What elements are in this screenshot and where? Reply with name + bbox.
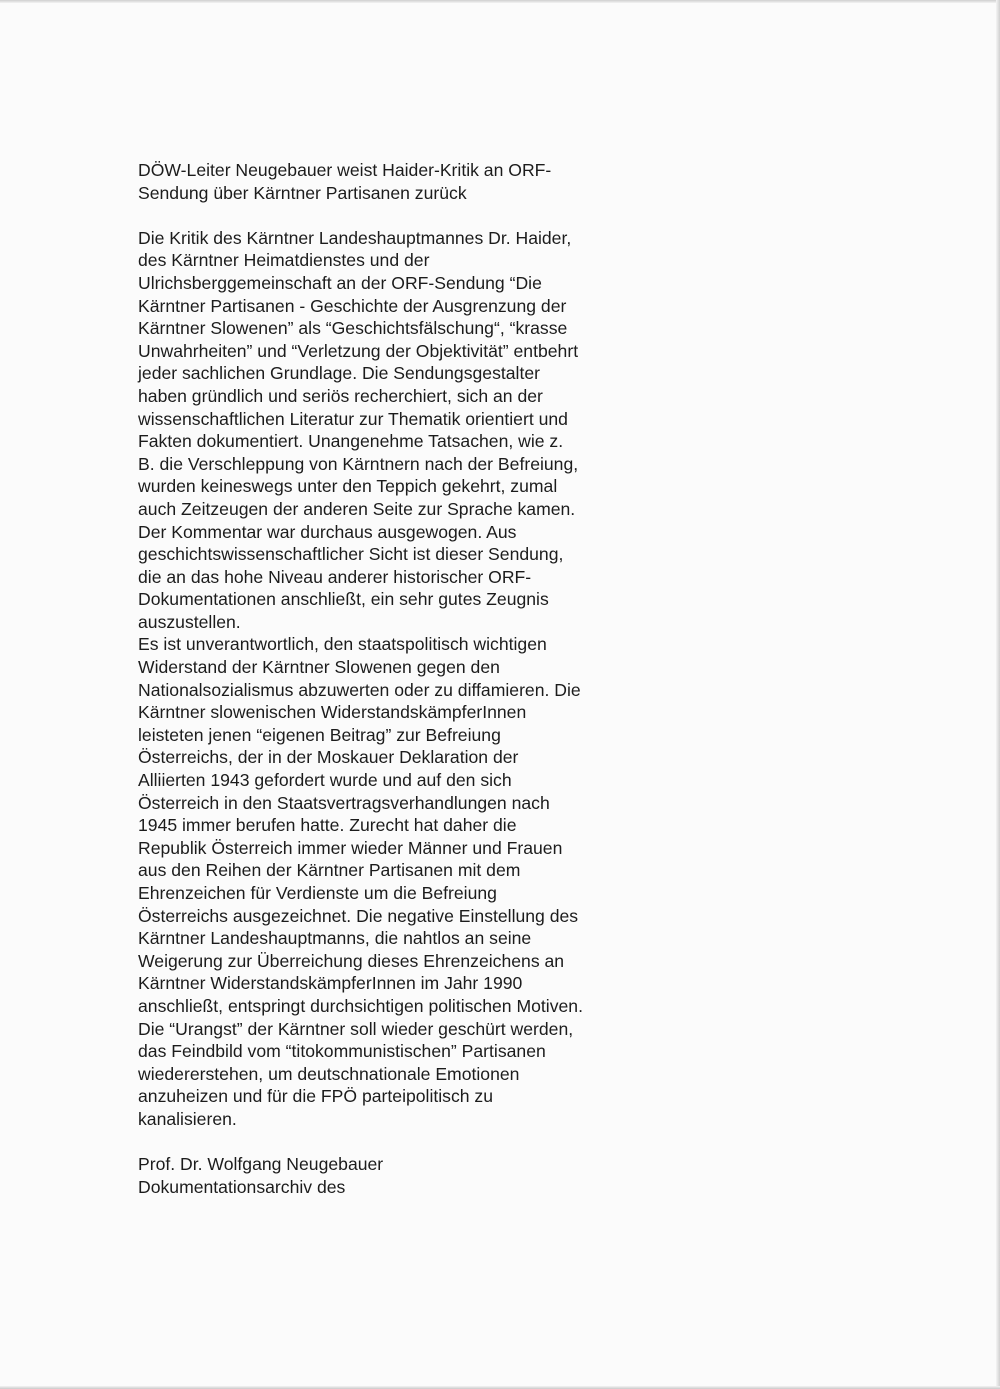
body-line: Der Kommentar war durchaus ausgewogen. Aus bbox=[138, 521, 517, 542]
scan-edge-right bbox=[996, 0, 1000, 1389]
body-line: Es ist unverantwortlich, den staatspolitisch wichtigen bbox=[138, 634, 547, 655]
body-line: Österreichs, der in der Moskauer Deklaration der bbox=[138, 747, 519, 768]
body-line: anzuheizen und für die FPÖ parteipolitisch zu bbox=[138, 1086, 494, 1107]
body-line: Kärntner slowenischen WiderstandskämpferInnen bbox=[138, 702, 527, 723]
body-line: Fakten dokumentiert. Unangenehme Tatsachen, wie z. bbox=[138, 431, 564, 452]
body-line: Österreichs ausgezeichnet. Die negative Einstellung des bbox=[138, 905, 579, 926]
body-line: Ulrichsberggemeinschaft an der ORF-Sendung “Die bbox=[138, 272, 542, 293]
body-line: wiedererstehen, um deutschnationale Emotionen bbox=[138, 1063, 520, 1084]
body-line: Republik Österreich immer wieder Männer und Frauen bbox=[138, 837, 563, 858]
body-line: Kärntner Landeshauptmanns, die nahtlos an seine bbox=[138, 928, 532, 949]
body-line: auch Zeitzeugen der anderen Seite zur Sprache kamen. bbox=[138, 498, 576, 519]
title-line: Sendung über Kärntner Partisanen zurück bbox=[138, 182, 467, 203]
title-line: DÖW-Leiter Neugebauer weist Haider-Kritik an ORF- bbox=[138, 160, 552, 180]
body-line: auszustellen. bbox=[138, 611, 241, 632]
body-line: B. die Verschleppung von Kärntnern nach der Befreiung, bbox=[138, 453, 579, 474]
body-line: wissenschaftlichen Literatur zur Thematik orientiert und bbox=[138, 408, 568, 429]
body-line: Unwahrheiten” und “Verletzung der Objektivität” entbehrt bbox=[138, 340, 579, 361]
body-line: haben gründlich und seriös recherchiert, sich an der bbox=[138, 385, 543, 406]
body-line: das Feindbild vom “titokommunistischen” Partisanen bbox=[138, 1041, 546, 1062]
body-line: des Kärntner Heimatdienstes und der bbox=[138, 250, 430, 271]
body-line: Ehrenzeichen für Verdienste um die Befreiung bbox=[138, 883, 497, 903]
signature-block bbox=[138, 1153, 658, 1198]
body-line: Alliierten 1943 gefordert wurde und auf den sich bbox=[138, 770, 512, 791]
body-line: Nationalsozialismus abzuwerten oder zu diffamieren. Die bbox=[138, 679, 581, 700]
body-line: leisteten jenen “eigenen Beitrag” zur Befreiung bbox=[138, 724, 501, 745]
body-line: Kärntner Slowenen” als “Geschichtsfälschung“, “krasse bbox=[138, 318, 568, 339]
body-line: geschichtswissenschaftlicher Sicht ist dieser Sendung, bbox=[138, 544, 564, 565]
body-line: wurden keineswegs unter den Teppich gekehrt, zumal bbox=[138, 476, 558, 497]
signature-name: Prof. Dr. Wolfgang Neugebauer bbox=[138, 1154, 384, 1175]
body-line: jeder sachlichen Grundlage. Die Sendungsgestalter bbox=[138, 363, 540, 384]
document-title bbox=[138, 159, 658, 204]
body-line: 1945 immer berufen hatte. Zurecht hat daher die bbox=[138, 815, 517, 836]
body-line: Kärntner WiderstandskämpferInnen im Jahr 1990 bbox=[138, 973, 523, 994]
body-line: aus den Reihen der Kärntner Partisanen mit dem bbox=[138, 860, 521, 881]
signature-affiliation: Dokumentationsarchiv des bbox=[138, 1176, 346, 1197]
body-line: anschließt, entspringt durchsichtigen politischen Motiven. bbox=[138, 995, 583, 1016]
document-page bbox=[138, 159, 658, 1198]
body-line: Die “Urangst” der Kärntner soll wieder geschürt werden, bbox=[138, 1018, 574, 1039]
body-line: Weigerung zur Überreichung dieses Ehrenzeichens an bbox=[138, 950, 565, 971]
body-line: Widerstand der Kärntner Slowenen gegen den bbox=[138, 657, 500, 678]
body-line: Dokumentationen anschließt, ein sehr gutes Zeugnis bbox=[138, 589, 549, 610]
body-line: kanalisieren. bbox=[138, 1108, 237, 1129]
body-line: die an das hohe Niveau anderer historischer ORF- bbox=[138, 566, 532, 587]
scan-edge-top bbox=[0, 0, 1000, 3]
body-line: Die Kritik des Kärntner Landeshauptmannes Dr. Haider, bbox=[138, 227, 572, 248]
body-line: Österreich in den Staatsvertragsverhandlungen nach bbox=[138, 792, 550, 813]
document-body bbox=[138, 227, 658, 1131]
body-line: Kärntner Partisanen - Geschichte der Ausgrenzung der bbox=[138, 295, 567, 316]
